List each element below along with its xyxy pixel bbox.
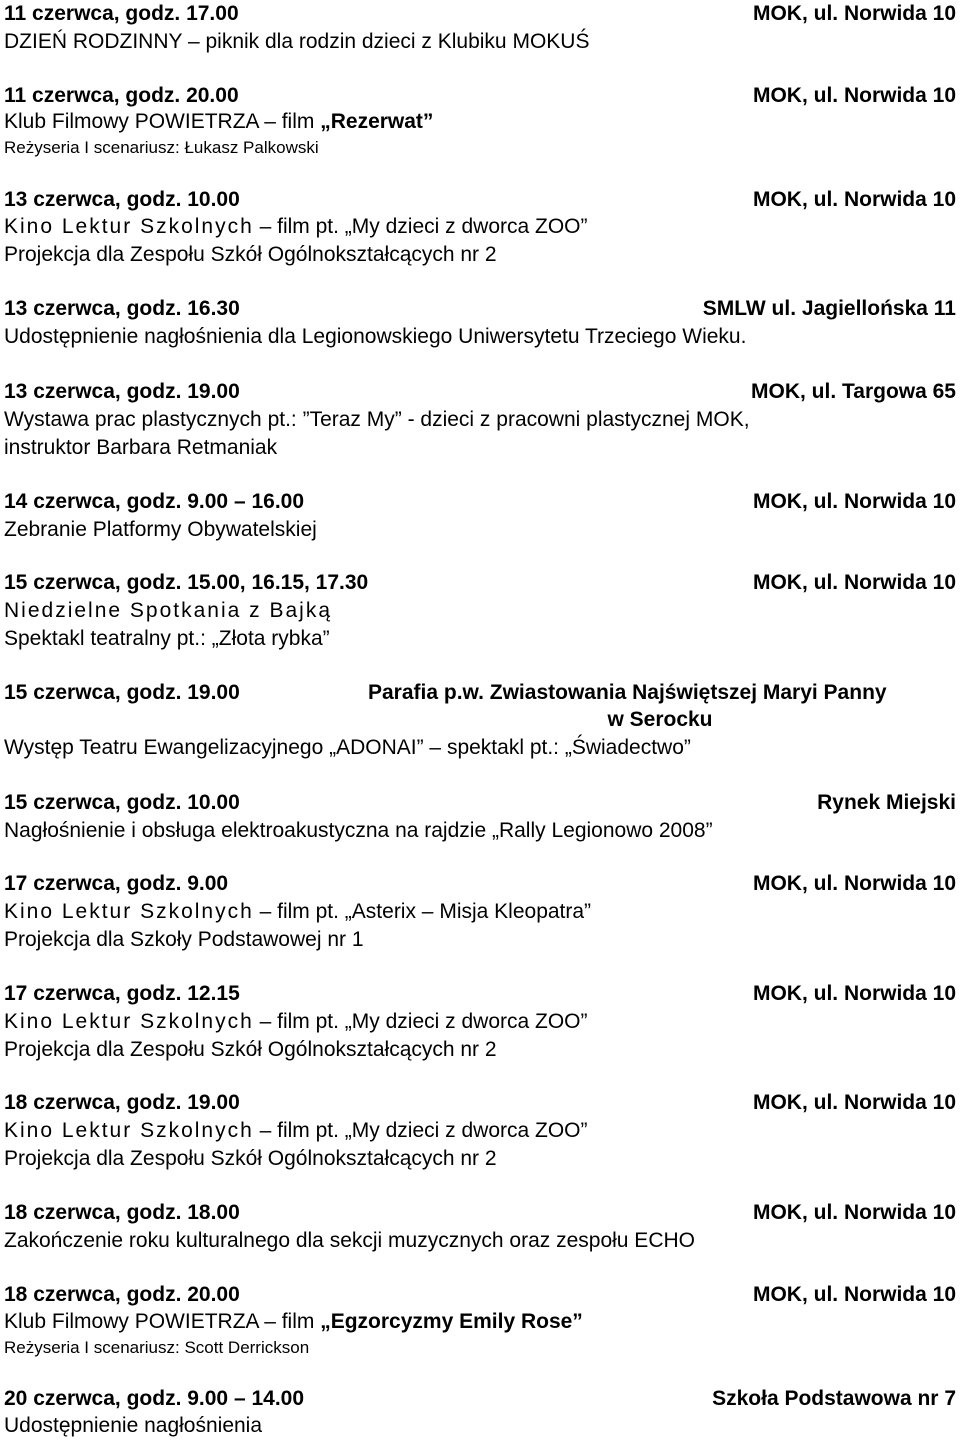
event-description: Nagłośnienie i obsługa elektroakustyczna na rajdzie „Rally Legionowo 2008” (4, 819, 713, 842)
event-place: MOK, ul. Norwida 10 (752, 84, 956, 107)
event-header (4, 870, 956, 898)
event-description: Projekcja dla Zespołu Szkół Ogólnokształcących nr 2 (4, 1038, 497, 1061)
event-date: 20 czerwca, godz. 9.00 – 14.00 (4, 1387, 305, 1410)
event-description: Projekcja dla Zespołu Szkół Ogólnokształcących nr 2 (4, 243, 497, 266)
event-description: Zebranie Platformy Obywatelskiej (4, 518, 317, 541)
event-description: Występ Teatru Ewangelizacyjnego „ADONAI” – spektakl pt.: „Świadectwo” (4, 736, 691, 759)
event-place: Szkoła Podstawowa nr 7 (712, 1387, 956, 1410)
event-place: MOK, ul. Norwida 10 (752, 571, 956, 594)
event-description (4, 108, 956, 136)
film-credits: Reżyseria I scenariusz: Łukasz Palkowski (4, 138, 319, 157)
film-club-label: Klub Filmowy POWIETRZA – film (4, 110, 321, 133)
event-description (4, 898, 956, 926)
film-club-label: Klub Filmowy POWIETRZA – film (4, 1310, 321, 1333)
event-place: MOK, ul. Norwida 10 (752, 188, 956, 211)
event-place-continued: w Serocku (607, 708, 713, 731)
event-date: 13 czerwca, godz. 16.30 (4, 297, 240, 320)
event-description: Wystawa prac plastycznych pt.: ”Teraz My” - dzieci z pracowni plastycznej MOK, (4, 408, 750, 431)
event-description: Spektakl teatralny pt.: „Złota rybka” (4, 627, 330, 650)
cycle-name: Kino Lektur Szkolnych (4, 900, 254, 923)
event-place: MOK, ul. Norwida 10 (752, 982, 956, 1005)
event-date: 17 czerwca, godz. 9.00 (4, 872, 229, 895)
event-place: MOK, ul. Norwida 10 (752, 2, 956, 25)
film-title: – film pt. „My dzieci z dworca ZOO” (253, 215, 588, 238)
event-description: Projekcja dla Zespołu Szkół Ogólnokształcących nr 2 (4, 1147, 497, 1170)
event-place: MOK, ul. Norwida 10 (752, 490, 956, 513)
event-date: 11 czerwca, godz. 20.00 (4, 84, 239, 107)
film-title: – film pt. „My dzieci z dworca ZOO” (253, 1119, 588, 1142)
cycle-name: Kino Lektur Szkolnych (4, 215, 254, 238)
event-description: Udostępnienie nagłośnienia (4, 1414, 263, 1437)
event-place: SMLW ul. Jagiellońska 11 (702, 297, 956, 320)
event-place: MOK, ul. Norwida 10 (752, 1201, 956, 1224)
event-header (4, 1199, 956, 1227)
event-header (4, 569, 956, 597)
event-header (4, 295, 956, 323)
event-date: 11 czerwca, godz. 17.00 (4, 2, 239, 25)
event-description: Projekcja dla Szkoły Podstawowej nr 1 (4, 928, 364, 951)
event-header (4, 378, 956, 406)
event-header (4, 1385, 956, 1413)
event-header (4, 1281, 956, 1309)
event-date: 13 czerwca, godz. 19.00 (4, 380, 240, 403)
event-date: 18 czerwca, godz. 19.00 (4, 1091, 240, 1114)
event-place: Rynek Miejski (817, 791, 956, 814)
event-place: Parafia p.w. Zwiastowania Najświętszej Maryi Panny (368, 681, 887, 704)
event-header (4, 1089, 956, 1117)
film-title: – film pt. „Asterix – Misja Kleopatra” (253, 900, 592, 923)
event-date: 18 czerwca, godz. 20.00 (4, 1283, 240, 1306)
event-header (4, 679, 956, 707)
event-header (4, 980, 956, 1008)
event-header (4, 789, 956, 817)
event-description (4, 1117, 956, 1145)
event-date: 15 czerwca, godz. 19.00 (4, 681, 240, 704)
event-date: 17 czerwca, godz. 12.15 (4, 982, 240, 1005)
cycle-name: Kino Lektur Szkolnych (4, 1119, 254, 1142)
event-date: 14 czerwca, godz. 9.00 – 16.00 (4, 490, 305, 513)
event-date: 15 czerwca, godz. 15.00, 16.15, 17.30 (4, 571, 369, 594)
film-title: – film pt. „My dzieci z dworca ZOO” (253, 1010, 588, 1033)
event-place: MOK, ul. Norwida 10 (752, 872, 956, 895)
film-credits: Reżyseria I scenariusz: Scott Derrickson (4, 1338, 310, 1357)
event-date: 15 czerwca, godz. 10.00 (4, 791, 240, 814)
event-description (4, 213, 956, 241)
event-place: MOK, ul. Targowa 65 (751, 380, 956, 403)
film-title: „Rezerwat” (320, 110, 434, 133)
event-place: MOK, ul. Norwida 10 (752, 1283, 956, 1306)
cycle-name: Kino Lektur Szkolnych (4, 1010, 254, 1033)
event-header (4, 0, 956, 28)
event-header (4, 488, 956, 516)
event-date: 13 czerwca, godz. 10.00 (4, 188, 240, 211)
event-description: Zakończenie roku kulturalnego dla sekcji muzycznych oraz zespołu ECHO (4, 1229, 695, 1252)
event-description (4, 1308, 956, 1336)
event-description: Udostępnienie nagłośnienia dla Legionowskiego Uniwersytetu Trzeciego Wieku. (4, 325, 747, 348)
event-place: MOK, ul. Norwida 10 (752, 1091, 956, 1114)
event-description: DZIEŃ RODZINNY – piknik dla rodzin dzieci z Klubiku MOKUŚ (4, 30, 590, 53)
event-date: 18 czerwca, godz. 18.00 (4, 1201, 240, 1224)
film-title: „Egzorcyzmy Emily Rose” (320, 1310, 583, 1333)
event-header (4, 82, 956, 110)
cycle-name: Niedzielne Spotkania z Bajką (4, 599, 332, 622)
event-description: instruktor Barbara Retmaniak (4, 436, 278, 459)
event-header (4, 186, 956, 214)
event-description (4, 1008, 956, 1036)
